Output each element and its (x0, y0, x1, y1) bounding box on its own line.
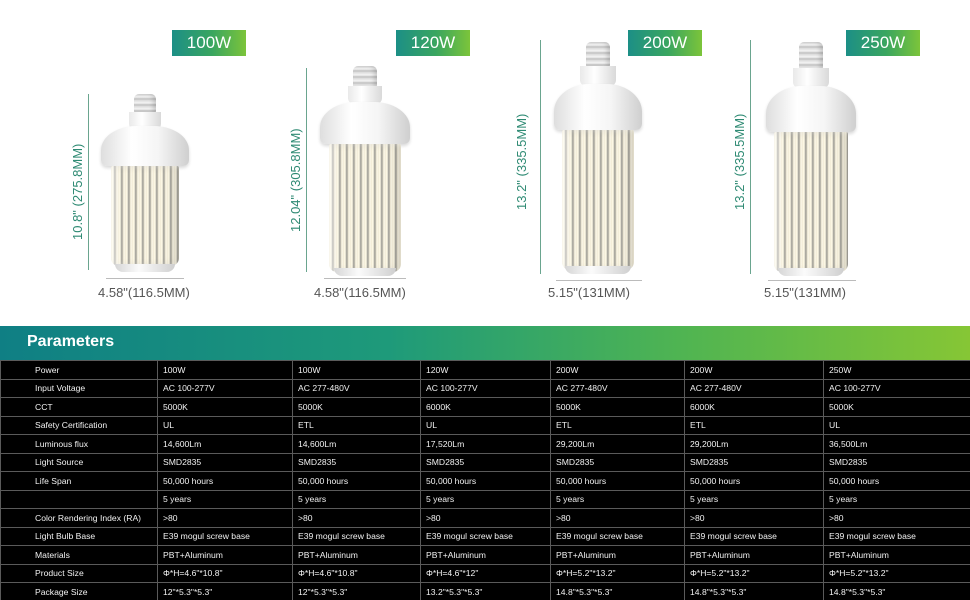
table-cell: 12"*5.3"*5.3" (158, 583, 293, 600)
table-cell: >80 (421, 509, 551, 528)
table-row (1, 435, 970, 454)
table-cell: PBT+Aluminum (158, 546, 293, 565)
table-cell: 120W (421, 361, 551, 380)
table-cell: 100W (293, 361, 421, 380)
table-cell: 14.8"*5.3"*5.3" (685, 583, 824, 600)
row-label: Light Source (1, 453, 158, 472)
table-cell: 5000K (824, 398, 970, 417)
table-cell: UL (824, 416, 970, 435)
corn-bulb-250w-image (764, 40, 858, 278)
table-cell: 50,000 hours (824, 472, 970, 491)
table-cell: 5000K (293, 398, 421, 417)
table-cell: UL (421, 416, 551, 435)
table-cell: ETL (551, 416, 685, 435)
table-cell: 50,000 hours (421, 472, 551, 491)
table-row (1, 583, 970, 600)
table-cell: 200W (685, 361, 824, 380)
table-cell: Φ*H=5.2"*13.2" (551, 564, 685, 583)
corn-bulb-120w-image (318, 62, 412, 280)
table-row (1, 564, 970, 583)
table-row (1, 398, 970, 417)
table-cell: SMD2835 (293, 453, 421, 472)
wattage-badge-200w: 200W (628, 30, 702, 56)
height-label-100w: 10.8" (275.8MM) (70, 143, 85, 240)
table-cell: 5 years (421, 490, 551, 509)
table-cell: Φ*H=4.6"*10.8" (293, 564, 421, 583)
row-label: Life Span (1, 472, 158, 491)
table-cell: AC 100-277V (158, 379, 293, 398)
height-label-250w: 13.2" (335.5MM) (732, 113, 747, 210)
table-cell: E39 mogul screw base (685, 527, 824, 546)
width-dimension-line (556, 280, 642, 281)
width-dimension-line (768, 280, 856, 281)
row-label (1, 490, 158, 509)
table-cell: SMD2835 (551, 453, 685, 472)
table-cell: SMD2835 (158, 453, 293, 472)
table-cell: >80 (685, 509, 824, 528)
row-label: Luminous flux (1, 435, 158, 454)
height-label-120w: 12.04" (305.8MM) (288, 128, 303, 232)
table-row (1, 453, 970, 472)
table-cell: SMD2835 (824, 453, 970, 472)
table-cell: E39 mogul screw base (824, 527, 970, 546)
table-cell: 50,000 hours (293, 472, 421, 491)
corn-bulb-200w-image (552, 40, 644, 278)
table-row (1, 416, 970, 435)
table-cell: 50,000 hours (551, 472, 685, 491)
table-cell: E39 mogul screw base (551, 527, 685, 546)
table-cell: AC 100-277V (824, 379, 970, 398)
table-cell: PBT+Aluminum (551, 546, 685, 565)
table-cell: ETL (293, 416, 421, 435)
table-cell: PBT+Aluminum (421, 546, 551, 565)
wattage-badge-250w: 250W (846, 30, 920, 56)
width-label-200w: 5.15"(131MM) (548, 285, 630, 300)
table-cell: PBT+Aluminum (293, 546, 421, 565)
table-cell: 5 years (824, 490, 970, 509)
row-label: Materials (1, 546, 158, 565)
table-cell: AC 277-480V (293, 379, 421, 398)
corn-bulb-100w-image (100, 90, 190, 280)
table-cell: 5 years (551, 490, 685, 509)
row-label: CCT (1, 398, 158, 417)
table-cell: 14.8"*5.3"*5.3" (551, 583, 685, 600)
row-label: Power (1, 361, 158, 380)
table-row (1, 379, 970, 398)
table-cell: Φ*H=4.6"*10.8" (158, 564, 293, 583)
table-cell: 12"*5.3"*5.3" (293, 583, 421, 600)
table-cell: >80 (158, 509, 293, 528)
row-label: Light Bulb Base (1, 527, 158, 546)
parameters-header-bar (0, 326, 970, 360)
height-dimension-line (540, 40, 541, 274)
table-cell: SMD2835 (421, 453, 551, 472)
table-cell: 200W (551, 361, 685, 380)
table-cell: 250W (824, 361, 970, 380)
height-label-200w: 13.2" (335.5MM) (514, 113, 529, 210)
table-cell: 5 years (293, 490, 421, 509)
table-cell: Φ*H=4.6"*12" (421, 564, 551, 583)
table-cell: E39 mogul screw base (293, 527, 421, 546)
table-cell: 5 years (685, 490, 824, 509)
table-cell: SMD2835 (685, 453, 824, 472)
height-dimension-line (306, 68, 307, 272)
table-cell: 6000K (421, 398, 551, 417)
table-cell: 29,200Lm (685, 435, 824, 454)
table-cell: 6000K (685, 398, 824, 417)
specification-table (0, 360, 970, 600)
table-cell: 100W (158, 361, 293, 380)
table-cell: >80 (824, 509, 970, 528)
wattage-badge-100w: 100W (172, 30, 246, 56)
table-cell: UL (158, 416, 293, 435)
table-cell: 29,200Lm (551, 435, 685, 454)
table-row (1, 527, 970, 546)
table-cell: AC 277-480V (685, 379, 824, 398)
table-cell: 36,500Lm (824, 435, 970, 454)
table-cell: PBT+Aluminum (685, 546, 824, 565)
table-cell: 14,600Lm (158, 435, 293, 454)
row-label: Product Size (1, 564, 158, 583)
table-row (1, 361, 970, 380)
table-cell: ETL (685, 416, 824, 435)
width-label-100w: 4.58"(116.5MM) (98, 285, 190, 300)
table-row (1, 490, 970, 509)
table-cell: 17,520Lm (421, 435, 551, 454)
table-cell: AC 100-277V (421, 379, 551, 398)
table-cell: 13.2"*5.3"*5.3" (421, 583, 551, 600)
table-row (1, 509, 970, 528)
parameters-title: Parameters (27, 333, 115, 350)
width-dimension-line (106, 278, 184, 279)
table-cell: AC 277-480V (551, 379, 685, 398)
table-cell: Φ*H=5.2"*13.2" (685, 564, 824, 583)
table-cell: 5000K (158, 398, 293, 417)
height-dimension-line (750, 40, 751, 274)
table-cell: 5 years (158, 490, 293, 509)
row-label: Input Voltage (1, 379, 158, 398)
table-row (1, 472, 970, 491)
table-cell: PBT+Aluminum (824, 546, 970, 565)
width-dimension-line (324, 278, 406, 279)
row-label: Safety Certification (1, 416, 158, 435)
table-cell: 14,600Lm (293, 435, 421, 454)
table-cell: 50,000 hours (685, 472, 824, 491)
row-label: Color Rendering Index (RA) (1, 509, 158, 528)
row-label: Package Size (1, 583, 158, 600)
wattage-badge-120w: 120W (396, 30, 470, 56)
table-cell: >80 (293, 509, 421, 528)
table-row (1, 546, 970, 565)
table-cell: >80 (551, 509, 685, 528)
table-cell: 5000K (551, 398, 685, 417)
table-cell: Φ*H=5.2"*13.2" (824, 564, 970, 583)
table-cell: E39 mogul screw base (421, 527, 551, 546)
table-cell: 14.8"*5.3"*5.3" (824, 583, 970, 600)
height-dimension-line (88, 94, 89, 270)
table-cell: E39 mogul screw base (158, 527, 293, 546)
table-cell: 50,000 hours (158, 472, 293, 491)
width-label-120w: 4.58"(116.5MM) (314, 285, 406, 300)
width-label-250w: 5.15"(131MM) (764, 285, 846, 300)
